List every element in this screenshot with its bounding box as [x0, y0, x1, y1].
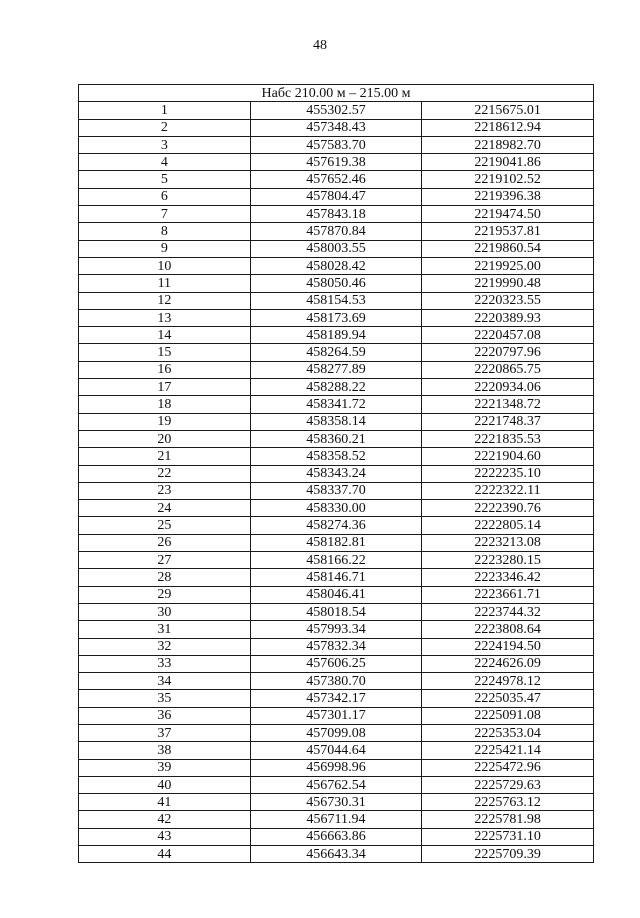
point-number-cell: 37: [79, 724, 251, 741]
y-coordinate-cell: 2221835.53: [422, 430, 594, 447]
y-coordinate-cell: 2222390.76: [422, 500, 594, 517]
table-row: [79, 776, 594, 793]
x-coordinate-cell: 458358.14: [250, 413, 422, 430]
y-coordinate-cell: 2219102.52: [422, 171, 594, 188]
point-number-cell: 13: [79, 309, 251, 326]
y-coordinate-cell: 2223744.32: [422, 603, 594, 620]
x-coordinate-cell: 458003.55: [250, 240, 422, 257]
point-number-cell: 27: [79, 552, 251, 569]
y-coordinate-cell: 2219041.86: [422, 154, 594, 171]
table-row: [79, 344, 594, 361]
point-number-cell: 7: [79, 206, 251, 223]
y-coordinate-cell: 2223346.42: [422, 569, 594, 586]
table-row: [79, 396, 594, 413]
y-coordinate-cell: 2223808.64: [422, 621, 594, 638]
y-coordinate-cell: 2219537.81: [422, 223, 594, 240]
point-number-cell: 18: [79, 396, 251, 413]
point-number-cell: 32: [79, 638, 251, 655]
table-row: [79, 257, 594, 274]
y-coordinate-cell: 2225421.14: [422, 742, 594, 759]
y-coordinate-cell: 2224626.09: [422, 655, 594, 672]
table-row: [79, 309, 594, 326]
point-number-cell: 17: [79, 379, 251, 396]
x-coordinate-cell: 457619.38: [250, 154, 422, 171]
table-row: [79, 240, 594, 257]
table-row: [79, 794, 594, 811]
table-row: [79, 621, 594, 638]
x-coordinate-cell: 457606.25: [250, 655, 422, 672]
table-row: [79, 275, 594, 292]
point-number-cell: 36: [79, 707, 251, 724]
point-number-cell: 21: [79, 448, 251, 465]
page-number: 48: [313, 38, 327, 53]
table-row: [79, 673, 594, 690]
y-coordinate-cell: 2220457.08: [422, 327, 594, 344]
x-coordinate-cell: 458166.22: [250, 552, 422, 569]
y-coordinate-cell: 2219990.48: [422, 275, 594, 292]
table-row: [79, 690, 594, 707]
x-coordinate-cell: 458154.53: [250, 292, 422, 309]
table-row: [79, 828, 594, 845]
point-number-cell: 9: [79, 240, 251, 257]
table-row: [79, 638, 594, 655]
table-row: [79, 724, 594, 741]
y-coordinate-cell: 2221748.37: [422, 413, 594, 430]
x-coordinate-cell: 458343.24: [250, 465, 422, 482]
x-coordinate-cell: 456711.94: [250, 811, 422, 828]
table-row: [79, 500, 594, 517]
x-coordinate-cell: 456730.31: [250, 794, 422, 811]
table-row: [79, 707, 594, 724]
y-coordinate-cell: 2221348.72: [422, 396, 594, 413]
point-number-cell: 29: [79, 586, 251, 603]
x-coordinate-cell: 457348.43: [250, 119, 422, 136]
y-coordinate-cell: 2224978.12: [422, 673, 594, 690]
y-coordinate-cell: 2219396.38: [422, 188, 594, 205]
x-coordinate-cell: 458358.52: [250, 448, 422, 465]
table-row: [79, 448, 594, 465]
table-row: [79, 119, 594, 136]
y-coordinate-cell: 2222235.10: [422, 465, 594, 482]
x-coordinate-cell: 458277.89: [250, 361, 422, 378]
x-coordinate-cell: 458046.41: [250, 586, 422, 603]
x-coordinate-cell: 457804.47: [250, 188, 422, 205]
point-number-cell: 11: [79, 275, 251, 292]
table-row: [79, 379, 594, 396]
table-row: [79, 482, 594, 499]
point-number-cell: 26: [79, 534, 251, 551]
point-number-cell: 31: [79, 621, 251, 638]
y-coordinate-cell: 2220797.96: [422, 344, 594, 361]
x-coordinate-cell: 458341.72: [250, 396, 422, 413]
x-coordinate-cell: 458337.70: [250, 482, 422, 499]
y-coordinate-cell: 2218612.94: [422, 119, 594, 136]
x-coordinate-cell: 455302.57: [250, 102, 422, 119]
y-coordinate-cell: 2220323.55: [422, 292, 594, 309]
point-number-cell: 28: [79, 569, 251, 586]
x-coordinate-cell: 458182.81: [250, 534, 422, 551]
x-coordinate-cell: 456762.54: [250, 776, 422, 793]
point-number-cell: 10: [79, 257, 251, 274]
point-number-cell: 25: [79, 517, 251, 534]
point-number-cell: 15: [79, 344, 251, 361]
x-coordinate-cell: 457583.70: [250, 136, 422, 153]
point-number-cell: 3: [79, 136, 251, 153]
table-row: [79, 534, 594, 551]
point-number-cell: 20: [79, 430, 251, 447]
x-coordinate-cell: 456643.34: [250, 846, 422, 863]
x-coordinate-cell: 456998.96: [250, 759, 422, 776]
y-coordinate-cell: 2225709.39: [422, 846, 594, 863]
table-row: [79, 206, 594, 223]
y-coordinate-cell: 2224194.50: [422, 638, 594, 655]
table-row: [79, 552, 594, 569]
y-coordinate-cell: 2219860.54: [422, 240, 594, 257]
point-number-cell: 44: [79, 846, 251, 863]
x-coordinate-cell: 457301.17: [250, 707, 422, 724]
point-number-cell: 5: [79, 171, 251, 188]
y-coordinate-cell: 2225729.63: [422, 776, 594, 793]
x-coordinate-cell: 458330.00: [250, 500, 422, 517]
table-row: [79, 742, 594, 759]
table-row: [79, 154, 594, 171]
y-coordinate-cell: 2220865.75: [422, 361, 594, 378]
table-row: [79, 465, 594, 482]
y-coordinate-cell: 2222322.11: [422, 482, 594, 499]
y-coordinate-cell: 2223661.71: [422, 586, 594, 603]
point-number-cell: 34: [79, 673, 251, 690]
x-coordinate-cell: 457993.34: [250, 621, 422, 638]
y-coordinate-cell: 2223213.08: [422, 534, 594, 551]
y-coordinate-cell: 2222805.14: [422, 517, 594, 534]
x-coordinate-cell: 457380.70: [250, 673, 422, 690]
y-coordinate-cell: 2225035.47: [422, 690, 594, 707]
x-coordinate-cell: 457652.46: [250, 171, 422, 188]
x-coordinate-cell: 457832.34: [250, 638, 422, 655]
table-row: [79, 655, 594, 672]
point-number-cell: 24: [79, 500, 251, 517]
x-coordinate-cell: 458360.21: [250, 430, 422, 447]
table-row: [79, 759, 594, 776]
point-number-cell: 4: [79, 154, 251, 171]
coordinates-table: [78, 84, 594, 863]
point-number-cell: 6: [79, 188, 251, 205]
y-coordinate-cell: 2215675.01: [422, 102, 594, 119]
point-number-cell: 12: [79, 292, 251, 309]
point-number-cell: 40: [79, 776, 251, 793]
table-row: [79, 188, 594, 205]
x-coordinate-cell: 457342.17: [250, 690, 422, 707]
y-coordinate-cell: 2225353.04: [422, 724, 594, 741]
table-row: [79, 569, 594, 586]
x-coordinate-cell: 457843.18: [250, 206, 422, 223]
y-coordinate-cell: 2225763.12: [422, 794, 594, 811]
point-number-cell: 19: [79, 413, 251, 430]
table-row: [79, 811, 594, 828]
point-number-cell: 8: [79, 223, 251, 240]
table-row: [79, 136, 594, 153]
table-header-cell: Набс 210.00 м – 215.00 м: [79, 85, 594, 102]
point-number-cell: 30: [79, 603, 251, 620]
point-number-cell: 43: [79, 828, 251, 845]
y-coordinate-cell: 2218982.70: [422, 136, 594, 153]
point-number-cell: 14: [79, 327, 251, 344]
point-number-cell: 38: [79, 742, 251, 759]
table-row: [79, 361, 594, 378]
x-coordinate-cell: 458264.59: [250, 344, 422, 361]
x-coordinate-cell: 458274.36: [250, 517, 422, 534]
y-coordinate-cell: 2220934.06: [422, 379, 594, 396]
y-coordinate-cell: 2225091.08: [422, 707, 594, 724]
y-coordinate-cell: 2221904.60: [422, 448, 594, 465]
y-coordinate-cell: 2225781.98: [422, 811, 594, 828]
x-coordinate-cell: 457099.08: [250, 724, 422, 741]
table-row: [79, 846, 594, 863]
point-number-cell: 42: [79, 811, 251, 828]
table-row: [79, 292, 594, 309]
point-number-cell: 35: [79, 690, 251, 707]
point-number-cell: 22: [79, 465, 251, 482]
x-coordinate-cell: 458189.94: [250, 327, 422, 344]
table-row: [79, 327, 594, 344]
coordinates-table-body: [79, 85, 594, 863]
table-row: [79, 102, 594, 119]
point-number-cell: 2: [79, 119, 251, 136]
table-row: [79, 223, 594, 240]
y-coordinate-cell: 2225731.10: [422, 828, 594, 845]
x-coordinate-cell: 458288.22: [250, 379, 422, 396]
table-row: [79, 586, 594, 603]
point-number-cell: 39: [79, 759, 251, 776]
y-coordinate-cell: 2219925.00: [422, 257, 594, 274]
y-coordinate-cell: 2225472.96: [422, 759, 594, 776]
point-number-cell: 16: [79, 361, 251, 378]
x-coordinate-cell: 457044.64: [250, 742, 422, 759]
table-row: [79, 171, 594, 188]
point-number-cell: 33: [79, 655, 251, 672]
y-coordinate-cell: 2219474.50: [422, 206, 594, 223]
table-header-row: [79, 85, 594, 102]
table-row: [79, 430, 594, 447]
x-coordinate-cell: 458146.71: [250, 569, 422, 586]
point-number-cell: 1: [79, 102, 251, 119]
table-row: [79, 413, 594, 430]
table-row: [79, 517, 594, 534]
x-coordinate-cell: 457870.84: [250, 223, 422, 240]
x-coordinate-cell: 458018.54: [250, 603, 422, 620]
point-number-cell: 23: [79, 482, 251, 499]
table-row: [79, 603, 594, 620]
point-number-cell: 41: [79, 794, 251, 811]
y-coordinate-cell: 2220389.93: [422, 309, 594, 326]
x-coordinate-cell: 458028.42: [250, 257, 422, 274]
x-coordinate-cell: 456663.86: [250, 828, 422, 845]
y-coordinate-cell: 2223280.15: [422, 552, 594, 569]
x-coordinate-cell: 458050.46: [250, 275, 422, 292]
x-coordinate-cell: 458173.69: [250, 309, 422, 326]
